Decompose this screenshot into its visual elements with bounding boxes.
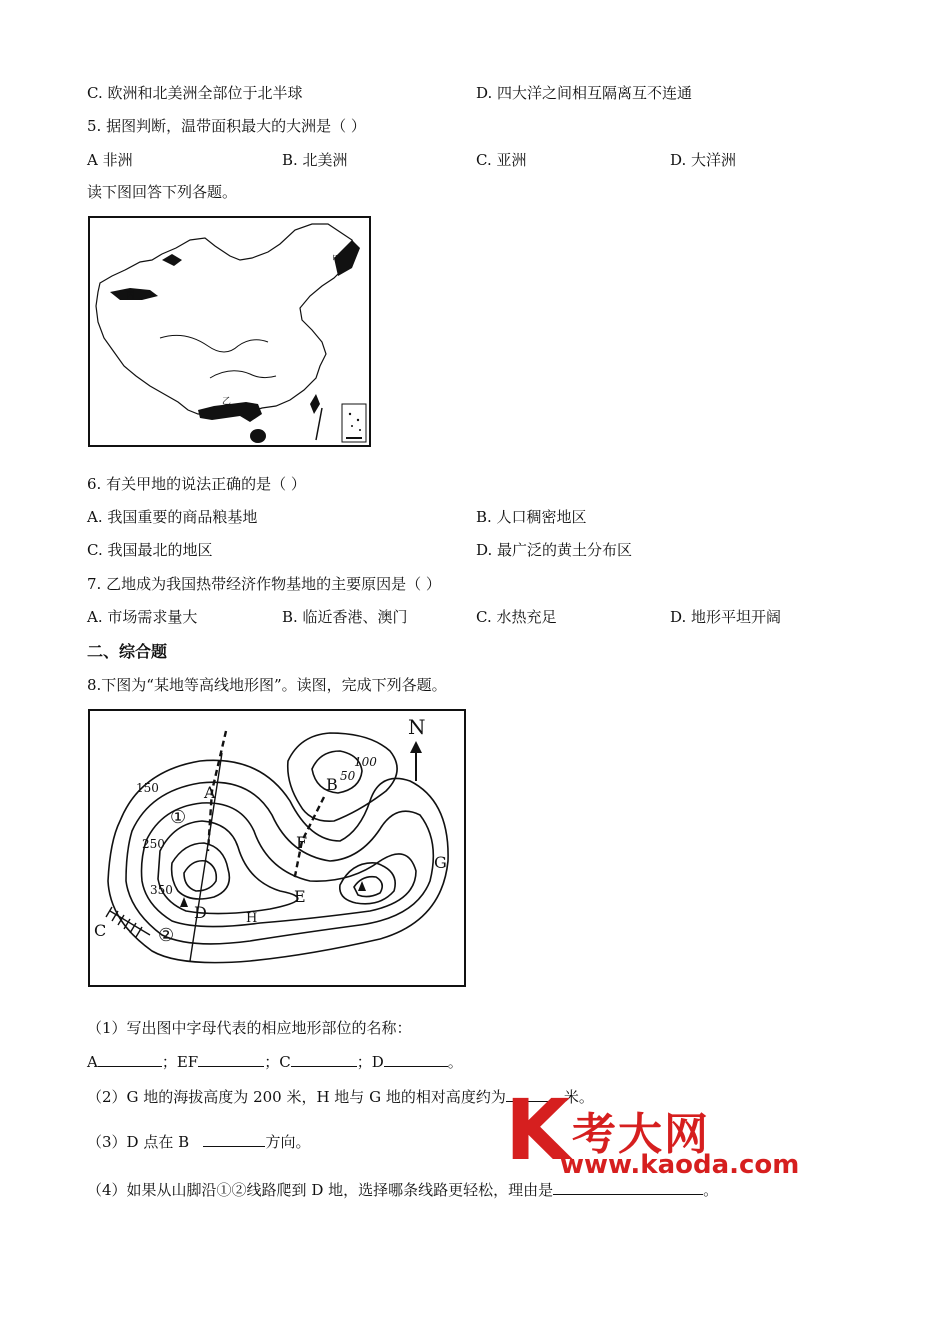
blank-ef-label: ；EF <box>161 1053 199 1071</box>
q6-stem: 6. 有关甲地的说法正确的是（ ） <box>87 475 306 493</box>
watermark-title: 考大网 <box>572 1109 710 1160</box>
sub2-text: （2）G 地的海拔高度为 200 米，H 地与 G 地的相对高度约为 <box>87 1088 506 1106</box>
label-d: D <box>194 903 207 922</box>
q5-option-a: A 非洲 <box>87 151 133 169</box>
q5-option-b: B. 北美洲 <box>282 151 348 169</box>
label-b: B <box>326 775 338 794</box>
label-g: G <box>434 853 447 872</box>
label-bing: 丙 <box>126 291 136 301</box>
elev-250: 250 <box>142 837 165 851</box>
q5-stem: 5. 据图判断，温带面积最大的大洲是（ ） <box>87 117 366 135</box>
label-yi: 乙 <box>222 397 232 407</box>
answer-blank-c[interactable] <box>291 1052 357 1067</box>
blank-a-label: A <box>87 1053 98 1071</box>
q7-option-b: B. 临近香港、澳门 <box>282 608 408 626</box>
q4-option-c: C. 欧洲和北美洲全部位于北半球 <box>87 84 303 102</box>
elev-350: 350 <box>150 883 173 897</box>
elev-150: 150 <box>136 781 159 795</box>
label-e: E <box>294 887 306 906</box>
q5-option-d: D. 大洋洲 <box>670 151 737 169</box>
q7-option-c: C. 水热充足 <box>476 608 557 626</box>
q8-sub4 <box>87 1179 718 1200</box>
answer-blank-reason[interactable] <box>553 1180 703 1195</box>
blank-d-label: ；D <box>356 1053 384 1071</box>
q4-option-d: D. 四大洋之间相互隔离互不连通 <box>476 84 693 102</box>
q7-stem: 7. 乙地成为我国热带经济作物基地的主要原因是（ ） <box>87 575 441 593</box>
contour-map-figure <box>88 709 466 987</box>
china-map-outline <box>90 218 369 445</box>
sub3-text: （3）D 点在 B <box>87 1133 190 1151</box>
label-jia: 甲 <box>332 255 342 265</box>
answer-blank-a[interactable] <box>98 1052 162 1067</box>
q7-option-a: A. 市场需求量大 <box>87 608 198 626</box>
blank-c-label: ；C <box>264 1053 291 1071</box>
sub1-end: 。 <box>447 1053 463 1071</box>
elev-50: 50 <box>340 769 356 783</box>
q6-option-a: A. 我国重要的商品粮基地 <box>87 508 258 526</box>
elev-100: 100 <box>354 755 377 769</box>
answer-blank-ef[interactable] <box>198 1052 264 1067</box>
watermark-logo-k: K <box>505 1081 571 1179</box>
q5-option-c: C. 亚洲 <box>476 151 527 169</box>
route-2: ② <box>158 925 175 946</box>
sub4-end: 。 <box>703 1181 719 1199</box>
answer-blank-direction[interactable] <box>203 1132 265 1147</box>
label-a: A <box>204 783 216 802</box>
sub2-unit: 米。 <box>563 1088 594 1106</box>
q7-option-d: D. 地形平坦开阔 <box>670 608 782 626</box>
sub3-suffix: 方向。 <box>265 1133 311 1151</box>
label-h: H <box>246 911 258 926</box>
answer-blank-d[interactable] <box>384 1052 448 1067</box>
map-intro: 读下图回答下列各题。 <box>87 183 238 201</box>
q8-sub3 <box>87 1131 310 1152</box>
label-f: F <box>296 833 308 852</box>
q6-option-c: C. 我国最北的地区 <box>87 541 213 559</box>
q6-option-d: D. 最广泛的黄土分布区 <box>476 541 633 559</box>
sub4-text: （4）如果从山脚沿①②线路爬到 D 地，选择哪条线路更轻松，理由是 <box>87 1181 554 1199</box>
q8-stem: 8.下图为“某地等高线地形图”。读图，完成下列各题。 <box>87 676 447 694</box>
china-map-figure <box>88 216 371 447</box>
north-label: N <box>408 715 426 739</box>
q6-option-b: B. 人口稠密地区 <box>476 508 587 526</box>
label-c: C <box>94 921 107 940</box>
watermark-url: www.kaoda.com <box>560 1150 800 1180</box>
route-1: ① <box>170 807 187 828</box>
q8-sub1: （1）写出图中字母代表的相应地形部位的名称： <box>87 1019 412 1037</box>
section-heading: 二、综合题 <box>87 642 168 661</box>
q8-sub1-blanks <box>87 1051 463 1072</box>
